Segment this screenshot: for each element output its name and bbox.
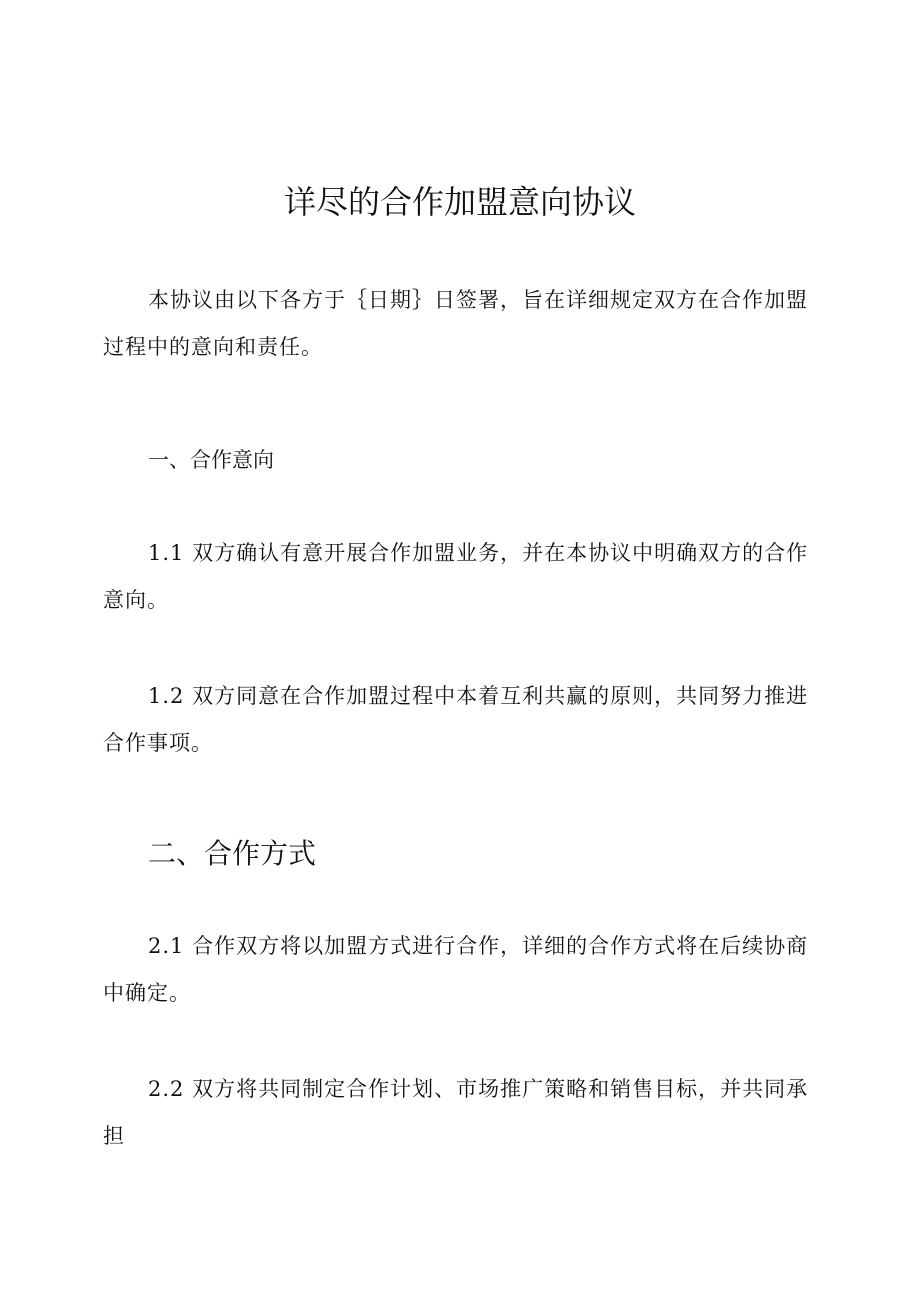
section-2-heading: 二、合作方式 [148,837,317,870]
clause-1-1: 1.1 双方确认有意开展合作加盟业务，并在本协议中明确双方的合作意向。 [103,541,809,612]
clause-1-2: 1.2 双方同意在合作加盟过程中本着互利共赢的原则，共同努力推进合作事项。 [103,684,809,755]
clause-2-1: 2.1 合作双方将以加盟方式进行合作，详细的合作方式将在后续协商中确定。 [103,934,809,1005]
section-1-heading: 一、合作意向 [148,448,274,472]
clause-2-2: 2.2 双方将共同制定合作计划、市场推广策略和销售目标，并共同承担 [103,1077,809,1148]
intro-paragraph: 本协议由以下各方于｛日期｝日签署，旨在详细规定双方在合作加盟过程中的意向和责任。 [103,288,808,359]
document-title: 详尽的合作加盟意向协议 [283,183,636,221]
